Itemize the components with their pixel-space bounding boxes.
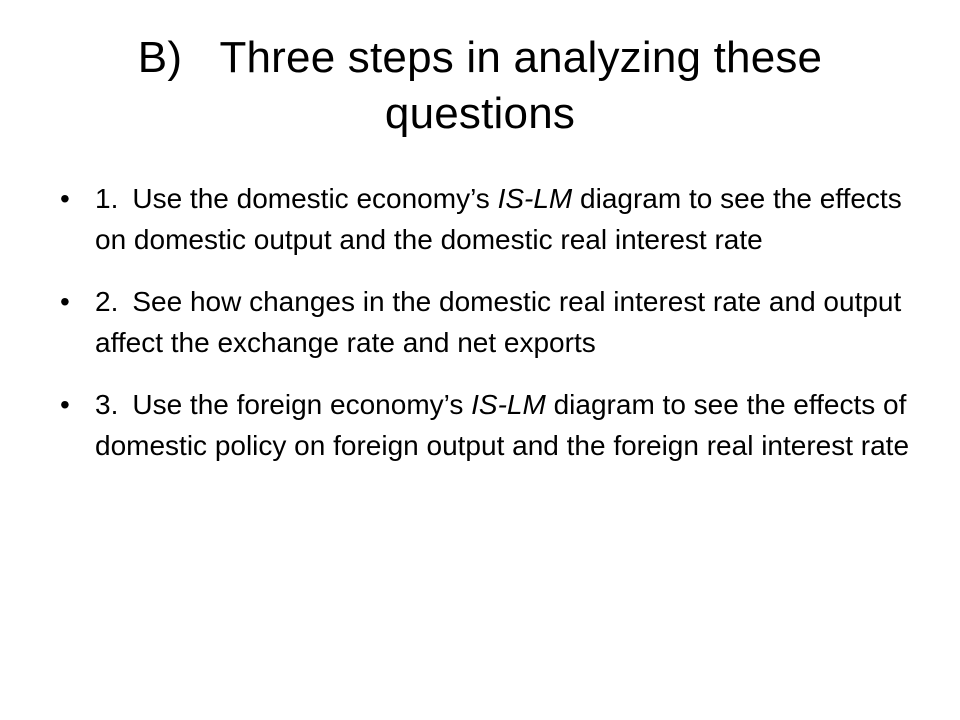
bullet-dot: • [60,389,70,420]
bullet-text-emphasis: IS-LM [497,183,573,214]
bullet-item-3 [60,384,910,466]
bullet-text-emphasis: IS-LM [471,389,546,420]
title-line-1: B) Three steps in analyzing these [137,33,823,82]
bullet-item-2 [60,281,910,363]
title-line-2: questions [384,89,576,138]
bullet-text-post: diagram to see the effects on domestic output and the domestic real interest rate [95,183,902,255]
bullet-dot: • [60,286,70,317]
bullet-dot: • [60,183,70,214]
slide-title [40,30,920,142]
bullet-number: 2. [95,286,119,317]
bullet-text-pre: Use the foreign economy’s [132,389,472,420]
bullet-text-pre: Use the domestic economy’s [132,183,498,214]
bullet-number: 1. [95,183,119,214]
bullet-list [60,178,910,487]
bullet-number: 3. [95,389,119,420]
bullet-text-post: diagram to see the effects of domestic policy on foreign output and the foreign real interest rate [95,389,910,461]
bullet-text-pre: See how changes in the domestic real interest rate and output affect the exchange rate and net exports [95,286,902,358]
bullet-item-1 [60,178,910,260]
